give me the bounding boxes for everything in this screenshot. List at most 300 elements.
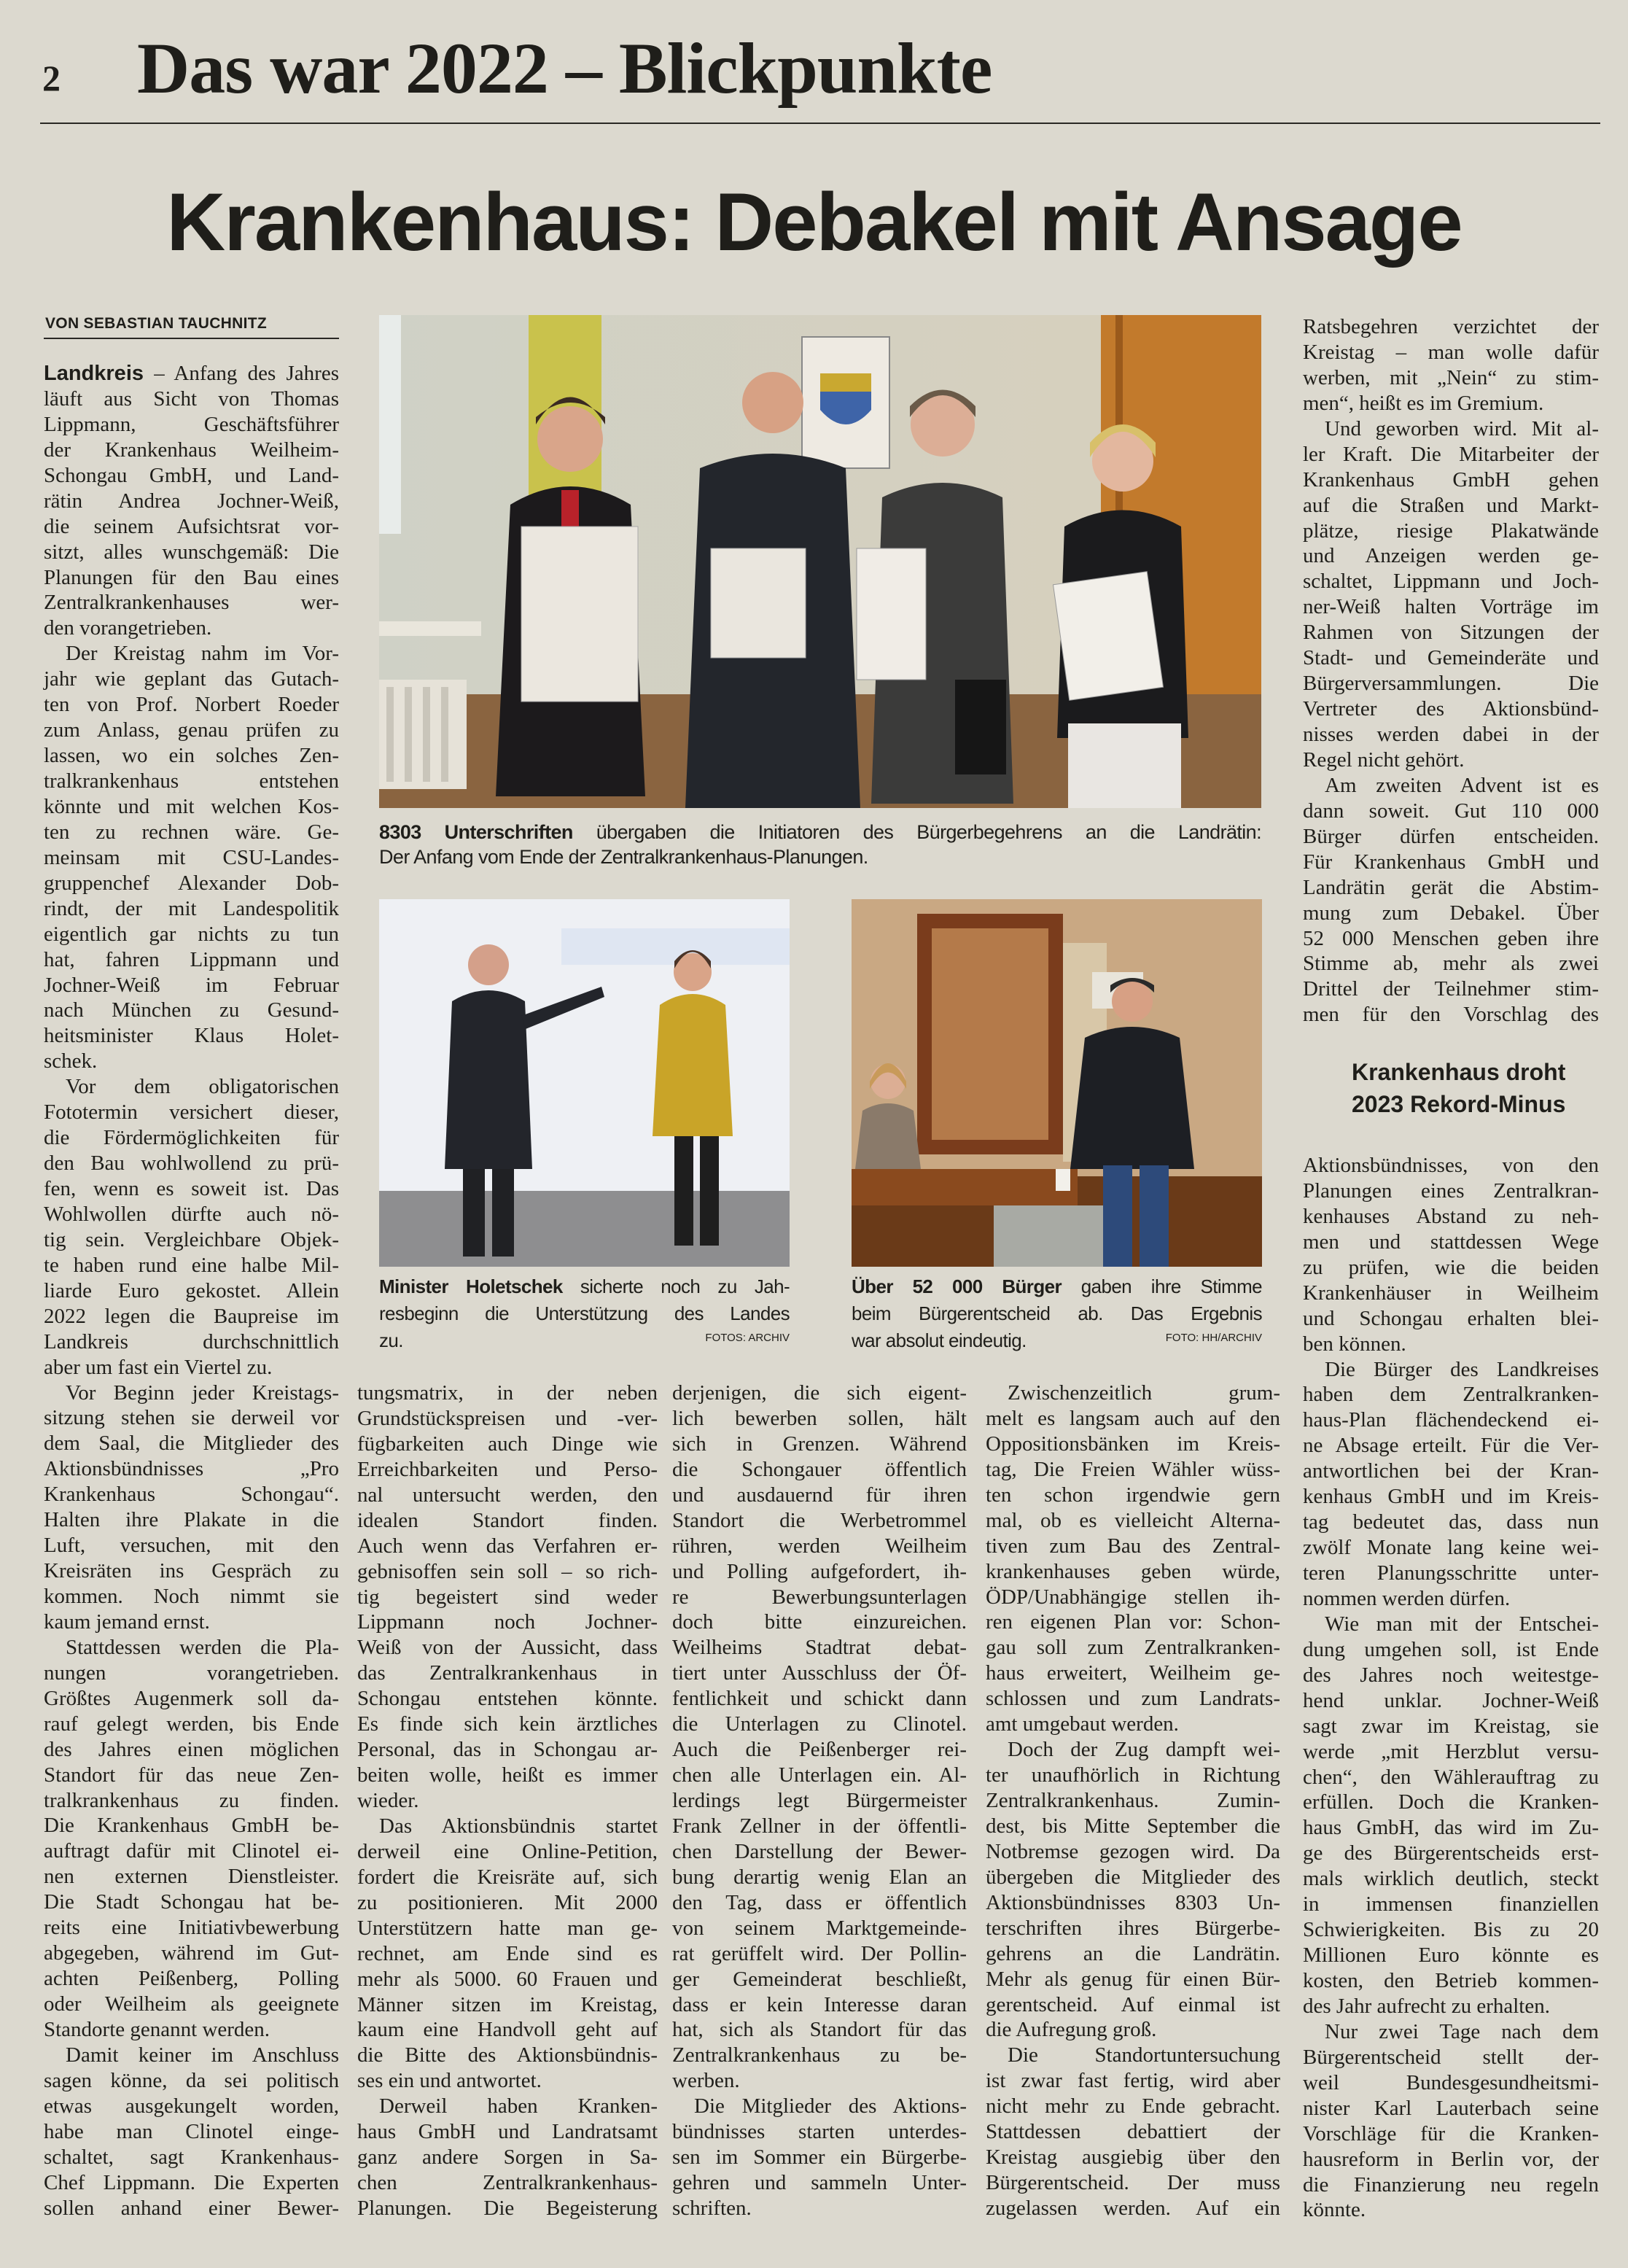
line-text: Schongau entstehen könnte. — [357, 1687, 658, 1711]
line-text: sich in Grenzen. Während — [672, 1432, 967, 1456]
text-line — [44, 1227, 339, 1253]
line-text: fen, wenn es soweit ist. Das — [44, 1177, 339, 1200]
text-line — [44, 1329, 339, 1355]
text-line — [852, 1300, 1262, 1327]
line-text: Stadt- und Gemeinderäte und — [1303, 646, 1599, 670]
text-line — [44, 922, 339, 947]
line-text: ÖDP/Unabhängige stellen ih- — [986, 1585, 1280, 1609]
text-line — [44, 794, 339, 820]
text-line — [1303, 951, 1599, 976]
text-line — [1303, 875, 1599, 901]
line-text: etwas ausgekungelt worden, — [44, 2094, 339, 2118]
subheadline-line: 2023 Rekord-Minus — [1352, 1091, 1566, 1117]
text-line — [1303, 747, 1599, 773]
header-divider — [40, 123, 1600, 124]
text-line — [44, 667, 339, 692]
line-text: tag, Die Freien Wähler wüss- — [986, 1457, 1280, 1481]
paragraph — [1303, 2019, 1599, 2224]
line-text: Grundstückspreisen und -ver- — [357, 1406, 658, 1430]
line-text: zu. — [379, 1329, 403, 1351]
line-text: Lippmann, Geschäftsführer — [44, 412, 339, 436]
paragraph — [986, 2043, 1280, 2221]
article-column-5-bottom — [1303, 1153, 1599, 2223]
text-line — [44, 896, 339, 922]
line-text: nicht mehr zu Ende gebracht. — [986, 2094, 1280, 2119]
text-line — [1303, 1637, 1599, 1663]
text-line — [672, 1559, 967, 1585]
text-line — [357, 1635, 658, 1661]
text-line — [357, 2119, 658, 2145]
text-line — [1303, 722, 1599, 747]
text-line — [1303, 1994, 1599, 2019]
text-line — [672, 2119, 967, 2145]
text-line — [1303, 1765, 1599, 1790]
line-text: Kreistag ausgiebig über den — [986, 2145, 1280, 2170]
photo-ballot — [852, 899, 1262, 1267]
line-text: fentlichkeit und schickt dann — [672, 1687, 967, 1711]
text-line — [44, 743, 339, 769]
line-text: Größtes Augenmerk soll da- — [44, 1686, 339, 1710]
line-text: sitzt, alles wunschgemäß: Die — [44, 540, 339, 564]
text-line — [1303, 1841, 1599, 1866]
text-line — [1303, 2121, 1599, 2147]
text-line — [1303, 391, 1599, 416]
line-text: hat, sich als Standort für das — [672, 2018, 967, 2042]
line-text: kaum jemand ernst. — [44, 1609, 210, 1634]
text-line — [44, 1533, 339, 1558]
text-line — [672, 2017, 967, 2043]
text-line — [44, 514, 339, 540]
line-text: Doch der Zug dampft wei- — [1008, 1738, 1280, 1762]
text-line — [44, 412, 339, 438]
line-text: haben dem Zentralkranken- — [1303, 1383, 1599, 1407]
line-text: gruppenchef Alexander Dob- — [44, 871, 339, 895]
line-text: ben können. — [1303, 1332, 1406, 1356]
text-line — [357, 1609, 658, 1635]
line-text: Bürgerentscheid. Der muss — [986, 2171, 1280, 2195]
paragraph — [1303, 1357, 1599, 1612]
line-text: achten Peißenberg, Polling — [44, 1967, 339, 1991]
text-line — [357, 1814, 658, 1839]
text-line — [357, 1457, 658, 1483]
line-text: Lippmann noch Jochner- — [357, 1610, 658, 1634]
paragraph — [1303, 1612, 1599, 2019]
line-text: Zentralkrankenhauses wer- — [44, 591, 339, 615]
text-line — [44, 1813, 339, 1838]
text-line — [986, 1788, 1280, 1814]
line-text: Landkreis durchschnittlich — [44, 1329, 339, 1354]
line-text: haus GmbH, das wird im Zu- — [1303, 1816, 1599, 1840]
text-line — [1303, 1866, 1599, 1892]
line-text: Rahmen von Sitzungen der — [1303, 621, 1599, 645]
text-line — [1303, 594, 1599, 620]
line-text: ger Gemeinderat beschließt, — [672, 1967, 967, 1991]
text-line — [1303, 467, 1599, 493]
line-text: bung derartig wenig Elan an — [672, 1865, 967, 1889]
line-text: gehrens an die Landrätin. — [986, 1941, 1280, 1965]
line-text: dest, bis Mitte September die — [986, 1814, 1280, 1838]
line-text: zwölf Monate lang keine wei- — [1303, 1536, 1599, 1560]
text-line — [44, 998, 339, 1023]
line-text: sitzung stehen sie derweil vor — [44, 1406, 339, 1430]
text-line — [44, 1507, 339, 1533]
line-text: gebnisoffen sein soll – so rich- — [357, 1559, 658, 1583]
photo-credit: FOTOS: ARCHIV — [705, 1332, 790, 1344]
text-line — [357, 1916, 658, 1941]
line-text: und Anzeigen werden ge- — [1303, 544, 1599, 568]
text-line — [1303, 1535, 1599, 1561]
text-line — [672, 1992, 967, 2018]
text-line — [357, 1585, 658, 1610]
line-text: des Jahr aufrecht zu erhalten. — [1303, 1994, 1550, 2018]
text-line — [1303, 1815, 1599, 1841]
text-line — [357, 2043, 658, 2068]
text-line — [672, 1737, 967, 1763]
text-line — [1303, 1714, 1599, 1739]
text-line — [44, 641, 339, 667]
text-line — [1303, 493, 1599, 519]
text-line — [1303, 340, 1599, 365]
text-line — [44, 973, 339, 998]
line-text: tiven zum Bau des Zentral- — [986, 1534, 1280, 1558]
line-text: Standorte genannt werden. — [44, 2017, 270, 2041]
section-title: Das war 2022 – Blickpunkte — [137, 28, 992, 109]
headline: Krankenhaus: Debakel mit Ansage — [166, 176, 1462, 268]
text-line — [1303, 2147, 1599, 2172]
paragraph — [672, 2094, 967, 2221]
line-text: Männer sitzen im Kreistag, — [357, 1992, 658, 2016]
text-line — [672, 1686, 967, 1712]
text-line — [1303, 1204, 1599, 1230]
byline-divider — [44, 338, 339, 339]
line-text: zum Anlass, genau prüfen zu — [44, 718, 339, 742]
line-text: Vor Beginn jeder Kreistags- — [66, 1380, 339, 1405]
text-line — [672, 1483, 967, 1508]
line-text: rat gerüffelt wird. Der Pollin- — [672, 1941, 967, 1965]
text-line — [986, 1916, 1280, 1941]
text-line — [1303, 645, 1599, 671]
line-text: habe man Clinotel einge- — [44, 2119, 339, 2143]
line-text: derweil eine Online-Petition, — [357, 1839, 658, 1863]
text-line — [44, 845, 339, 871]
text-line — [357, 1559, 658, 1585]
text-line — [1303, 2019, 1599, 2045]
line-text: Aktionsbündnisses „Pro — [44, 1457, 339, 1481]
text-line — [357, 2145, 658, 2170]
line-text: Die Mitglieder des Aktions- — [694, 2094, 967, 2119]
line-text: tiert unter Ausschluss der Öf- — [672, 1661, 967, 1685]
text-line — [986, 1483, 1280, 1508]
text-line — [986, 1890, 1280, 1916]
text-line — [44, 361, 339, 387]
line-text: Die Krankenhaus GmbH be- — [44, 1814, 339, 1838]
line-text: die Finanzierung neu regeln — [1303, 2172, 1599, 2197]
line-text: Der Kreistag nahm im Vor- — [66, 642, 339, 666]
line-text: Landrätin gerät die Abstim- — [1303, 875, 1599, 899]
line-text: dann soweit. Gut 110 000 — [1303, 799, 1599, 823]
text-line — [1303, 314, 1599, 340]
text-line — [357, 2068, 658, 2094]
text-line — [44, 438, 339, 463]
line-text: rühren, werden Weilheim — [672, 1534, 967, 1558]
text-line — [672, 1839, 967, 1865]
text-line — [44, 692, 339, 718]
text-line — [1303, 1612, 1599, 1637]
line-text: tig sein. Vergleichbare Objek- — [44, 1227, 339, 1251]
line-text: Es finde sich kein ärztliches — [357, 1712, 658, 1736]
line-text: mal, ob es vielleicht Alterna- — [986, 1508, 1280, 1532]
line-text: Mehr als genug für einen Bür- — [986, 1967, 1280, 1991]
line-text: gaben ihre Stimme — [1062, 1275, 1262, 1297]
line-text: hend unklar. Jochner-Weiß — [1303, 1688, 1599, 1712]
line-text: 52 000 Menschen geben ihre — [1303, 926, 1599, 950]
text-line — [44, 1635, 339, 1661]
text-line — [1303, 2070, 1599, 2096]
text-line — [986, 2145, 1280, 2170]
line-text: und Polling aufgefordert, ih- — [672, 1559, 967, 1583]
text-line — [986, 1534, 1280, 1559]
text-line — [357, 1483, 658, 1508]
line-text: ten von Prof. Norbert Roeder — [44, 693, 339, 717]
line-text: nommen werden dürfen. — [1303, 1586, 1511, 1610]
line-text: Zwischenzeitlich grum- — [1008, 1381, 1280, 1405]
text-line — [986, 2196, 1280, 2221]
text-line — [986, 1763, 1280, 1788]
text-line — [357, 1839, 658, 1865]
line-text: erfüllen. Doch die Kranken- — [1303, 1790, 1599, 1814]
line-text: – Anfang des Jahres — [144, 362, 339, 385]
line-text: haus erweitert, Weilheim ge- — [986, 1661, 1280, 1685]
text-line — [672, 2196, 967, 2221]
line-text: die Unterlagen zu Clinotel. — [672, 1712, 967, 1736]
line-text: aber um fast ein Viertel zu. — [44, 1355, 273, 1379]
line-text: den Bau wohlwollend zu prü- — [44, 1152, 339, 1176]
text-line — [44, 1176, 339, 1202]
paragraph — [44, 1380, 339, 1635]
paragraph — [44, 1635, 339, 2043]
text-line — [44, 2094, 339, 2119]
lead-text: 8303 Unterschriften — [379, 821, 573, 843]
text-line — [1303, 976, 1599, 1002]
line-text: mung zum Debakel. Über — [1303, 901, 1599, 925]
line-text: Zentralkrankenhaus zu be- — [672, 2043, 967, 2067]
article-column-5-top — [1303, 314, 1599, 1028]
text-line — [672, 1967, 967, 1992]
text-line — [44, 540, 339, 565]
text-line — [986, 1559, 1280, 1585]
line-text: übergaben die Initiatoren des Bürgerbegehrens an die Landrätin: — [572, 821, 1262, 843]
line-text: kenhaus GmbH und im Kreis- — [1303, 1485, 1599, 1509]
text-line — [44, 2043, 339, 2068]
text-line — [672, 1432, 967, 1457]
line-text: sollen anhand einer Bewer- — [44, 2196, 339, 2220]
line-text: abgegeben, während im Gut- — [44, 1941, 339, 1965]
text-line — [672, 1814, 967, 1839]
article-column-3 — [672, 1380, 967, 2221]
line-text: die Schongauer öffentlich — [672, 1457, 967, 1481]
text-line — [357, 2170, 658, 2196]
line-text: Bürgerentscheid stellt der- — [1303, 2045, 1599, 2069]
text-line — [1303, 1382, 1599, 1407]
text-line — [44, 1661, 339, 1686]
line-text: 2022 legen die Baupreise im — [44, 1304, 339, 1328]
line-text: lassen, wo ein solches Zen- — [44, 744, 339, 768]
line-text: Zentralkrankenhaus. Zumin- — [986, 1789, 1280, 1812]
line-text: Die Bürger des Landkreises — [1325, 1357, 1599, 1381]
text-line — [357, 1865, 658, 1890]
line-text: Planungen eines Zentralkran- — [1303, 1178, 1599, 1203]
text-line — [357, 1661, 658, 1686]
paragraph — [44, 2043, 339, 2221]
text-line — [672, 1635, 967, 1661]
text-line — [1303, 365, 1599, 391]
line-text: schaltet, sagt Krankenhaus- — [44, 2145, 339, 2169]
paragraph — [986, 1380, 1280, 1737]
text-line — [44, 1838, 339, 1864]
text-line — [986, 1737, 1280, 1763]
text-line — [672, 1788, 967, 1814]
text-line — [1303, 1153, 1599, 1178]
text-line — [44, 1609, 339, 1635]
line-text: übergeben die Mitglieder des — [986, 1865, 1280, 1889]
line-text: ler Kraft. Die Mitarbeiter der — [1303, 442, 1599, 466]
text-line — [1303, 1255, 1599, 1281]
text-line — [986, 1865, 1280, 1890]
subheadline-line: Krankenhaus droht — [1352, 1059, 1566, 1085]
line-text: amt umgebaut werden. — [986, 1712, 1179, 1736]
text-line — [1303, 620, 1599, 645]
text-line — [44, 1380, 339, 1406]
line-text: chen Zentralkrankenhaus- — [357, 2171, 658, 2195]
text-line — [44, 1686, 339, 1712]
line-text: dung umgehen soll, ist Ende — [1303, 1637, 1599, 1661]
text-line — [357, 1737, 658, 1763]
text-line — [357, 1788, 658, 1814]
line-text: schriften. — [672, 2197, 752, 2220]
text-line — [1303, 1178, 1599, 1204]
text-line — [44, 1941, 339, 1966]
line-text: te haben rund eine halbe Mil- — [44, 1253, 339, 1277]
text-line — [1303, 2096, 1599, 2121]
text-line — [44, 1763, 339, 1788]
paragraph — [44, 1074, 339, 1380]
line-text: Vorschläge für die Kranken- — [1303, 2121, 1599, 2145]
line-text: weil Bundesgesundheitsmi- — [1303, 2070, 1599, 2094]
text-line — [357, 1432, 658, 1457]
line-text: Standort die Werbetrommel — [672, 1508, 967, 1532]
text-line — [986, 2068, 1280, 2094]
line-text: chen Darstellung der Bewer- — [672, 1839, 967, 1863]
text-line — [44, 1431, 339, 1456]
line-text: Nur zwei Tage nach dem — [1325, 2019, 1599, 2043]
line-text: Oppositionsbänken im Kreis- — [986, 1432, 1280, 1456]
text-line — [357, 2094, 658, 2119]
line-text: die Bitte des Aktionsbündnis- — [357, 2043, 658, 2067]
text-line — [986, 1380, 1280, 1406]
text-line — [1303, 1739, 1599, 1765]
text-line — [44, 1966, 339, 1992]
text-line — [44, 871, 339, 896]
line-text: Die Stadt Schongau hat be- — [44, 1890, 339, 1914]
text-line — [44, 1049, 339, 1074]
line-text: den vorangetrieben. — [44, 616, 212, 640]
line-text: Auch die Peißenberger rei- — [672, 1738, 967, 1762]
line-text: melt es langsam auch auf den — [986, 1406, 1280, 1430]
line-text: plätze, riesige Plakatwände — [1303, 519, 1599, 543]
text-line — [672, 2145, 967, 2170]
text-line — [357, 1380, 658, 1406]
line-text: mehr als 5000. 60 Frauen und — [357, 1967, 658, 1991]
line-text: Planungen für den Bau eines — [44, 565, 339, 589]
line-text: Weiß von der Aussicht, dass — [357, 1636, 658, 1660]
text-line — [672, 1585, 967, 1610]
line-text: men für den Vorschlag des — [1303, 1003, 1599, 1027]
article-column-2 — [357, 1380, 658, 2221]
line-text: Das Aktionsbündnis startet — [379, 1814, 658, 1838]
text-line — [1303, 1484, 1599, 1510]
text-line — [1303, 1407, 1599, 1433]
text-line — [1303, 799, 1599, 824]
text-line — [672, 1712, 967, 1737]
text-line — [1303, 2172, 1599, 2198]
line-text: Millionen Euro könnte es — [1303, 1943, 1599, 1968]
line-text: chen“, den Wählerauftrag zu — [1303, 1765, 1599, 1789]
line-text: krankenhauses geben würde, — [986, 1559, 1280, 1583]
text-line — [1303, 1561, 1599, 1586]
text-line — [1303, 2197, 1599, 2223]
line-text: das Zentralkrankenhaus in — [357, 1661, 658, 1685]
line-text: beim Bürgerentscheid ab. Das Ergebnis — [852, 1302, 1262, 1324]
text-line — [1303, 519, 1599, 544]
text-line — [672, 1941, 967, 1967]
line-text: tag bedeutet das, dass nun — [1303, 1510, 1599, 1534]
paragraph — [1303, 416, 1599, 773]
text-line — [379, 1300, 790, 1327]
line-text: fordert die Kreisräte auf, sich — [357, 1865, 658, 1889]
line-text: die Aufregung groß. — [986, 2018, 1157, 2042]
text-line — [357, 1890, 658, 1916]
text-line — [357, 1992, 658, 2018]
text-line — [357, 2017, 658, 2043]
text-line — [672, 1380, 967, 1406]
text-line — [1303, 1917, 1599, 1943]
line-text: sen im Sommer ein Bürgerbe- — [672, 2145, 967, 2170]
byline: VON SEBASTIAN TAUCHNITZ — [45, 315, 268, 332]
text-line — [986, 1508, 1280, 1534]
text-line — [44, 1253, 339, 1278]
text-line — [986, 1992, 1280, 2018]
text-line — [44, 1788, 339, 1814]
text-line — [44, 590, 339, 615]
line-text: terschriften ihres Bürgerbe- — [986, 1916, 1280, 1940]
text-line — [44, 947, 339, 973]
line-text: derjenigen, die sich eigent- — [672, 1381, 967, 1405]
line-text: Die Standortuntersuchung — [1008, 2043, 1280, 2067]
text-line — [986, 1406, 1280, 1432]
lead-text: Landkreis — [44, 362, 144, 385]
text-line — [357, 1763, 658, 1788]
line-text: sagt zwar im Kreistag, sie — [1303, 1714, 1599, 1738]
line-text: Auch wenn das Verfahren er- — [357, 1534, 658, 1558]
text-line — [357, 1967, 658, 1992]
text-line — [357, 1406, 658, 1432]
photo-minister — [379, 899, 790, 1267]
line-text: reits eine Initiativbewerbung — [44, 1916, 339, 1940]
line-text: Schwierigkeiten. Bis zu 20 — [1303, 1918, 1599, 1942]
text-line — [986, 2017, 1280, 2043]
line-text: Unterstützern hatte man ge- — [357, 1916, 658, 1940]
line-text: könnte und mit welchen Kos- — [44, 794, 339, 818]
